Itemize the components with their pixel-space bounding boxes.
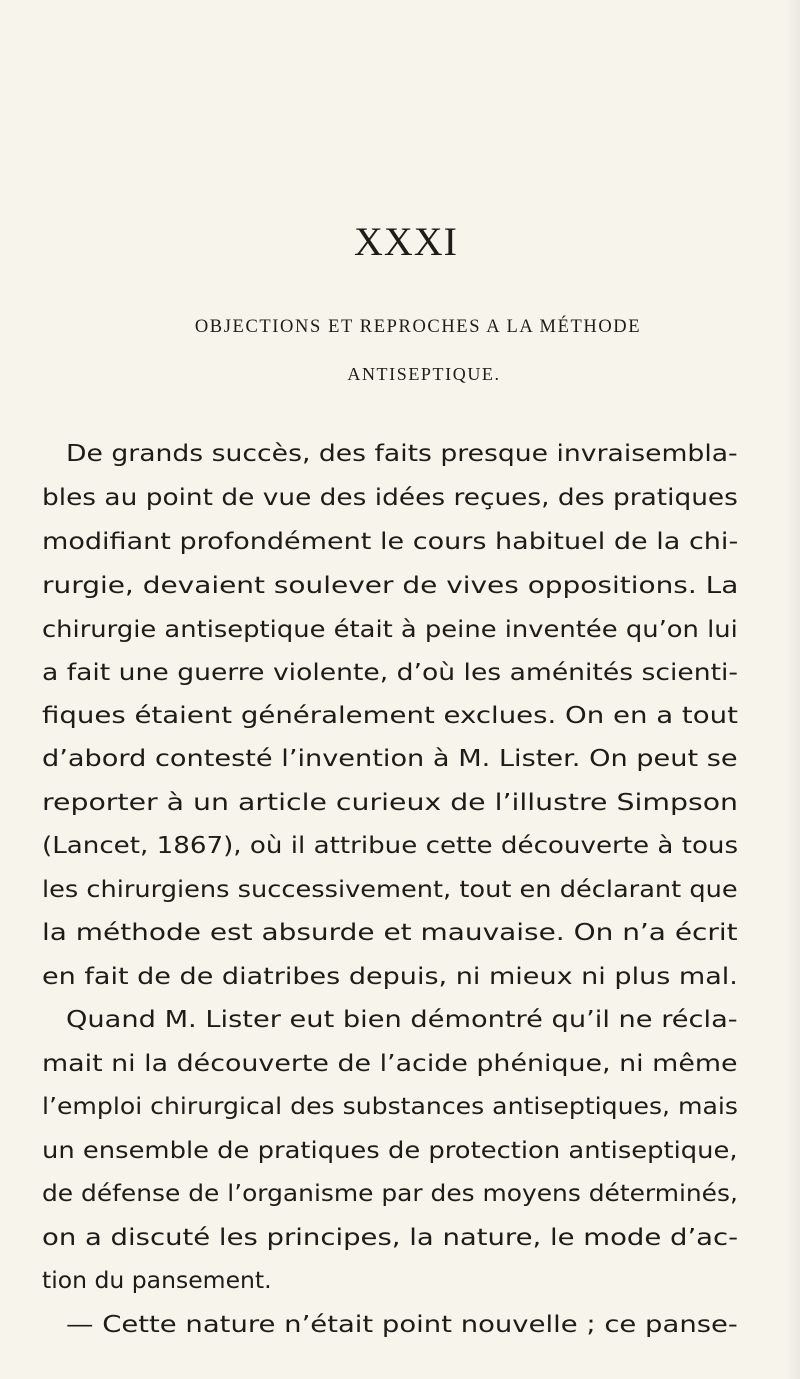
body-line: bles au point de vue des idées reçues, des pratiques <box>42 483 738 511</box>
body-line: reporter à un article curieux de l’illustre Simpson <box>42 788 739 816</box>
body-line: de défense de l’organisme par des moyens déterminés, <box>42 1179 738 1207</box>
chapter-title-line-2: ANTISEPTIQUE. <box>347 364 501 384</box>
body-line: fiques étaient généralement exclues. On en a tout <box>42 701 738 729</box>
body-line: mait ni la découverte de l’acide phénique, ni même <box>42 1049 738 1077</box>
chapter-number: XXXI <box>354 219 458 264</box>
body-line: (Lancet, 1867), où il attribue cette découverte à tous <box>42 831 739 859</box>
body-line: les chirurgiens successivement, tout en déclarant que <box>42 875 738 903</box>
body-line: en fait de de diatribes depuis, ni mieux ni plus mal. <box>42 962 738 990</box>
body-line: l’emploi chirurgical des substances antiseptiques, mais <box>42 1092 738 1120</box>
body-line: un ensemble de pratiques de protection antiseptique, <box>42 1136 738 1164</box>
body-line: chirurgie antiseptique était à peine inventée qu’on lui <box>42 615 738 643</box>
body-line: modifiant profondément le cours habituel de la chi- <box>42 527 739 555</box>
body-line: De grands succès, des faits presque invraisembla- <box>66 439 738 467</box>
body-line: tion du pansement. <box>42 1266 272 1294</box>
body-line: a fait une guerre violente, d’où les aménités scienti- <box>42 658 739 686</box>
body-line: on a discuté les principes, la nature, le mode d’ac- <box>42 1223 739 1251</box>
chapter-title-line-1: OBJECTIONS ET REPROCHES A LA MÉTHODE <box>194 317 642 337</box>
page-edge-shadow <box>786 0 800 1379</box>
body-line: rurgie, devaient soulever de vives oppositions. La <box>42 571 739 599</box>
body-line: — Cette nature n’était point nouvelle ; ce panse- <box>66 1310 738 1338</box>
body-line: d’abord contesté l’invention à M. Lister. On peut se <box>42 744 738 772</box>
body-line: la méthode est absurde et mauvaise. On n’a écrit <box>42 918 738 946</box>
body-line: Quand M. Lister eut bien démontré qu’il ne récla- <box>66 1005 738 1033</box>
